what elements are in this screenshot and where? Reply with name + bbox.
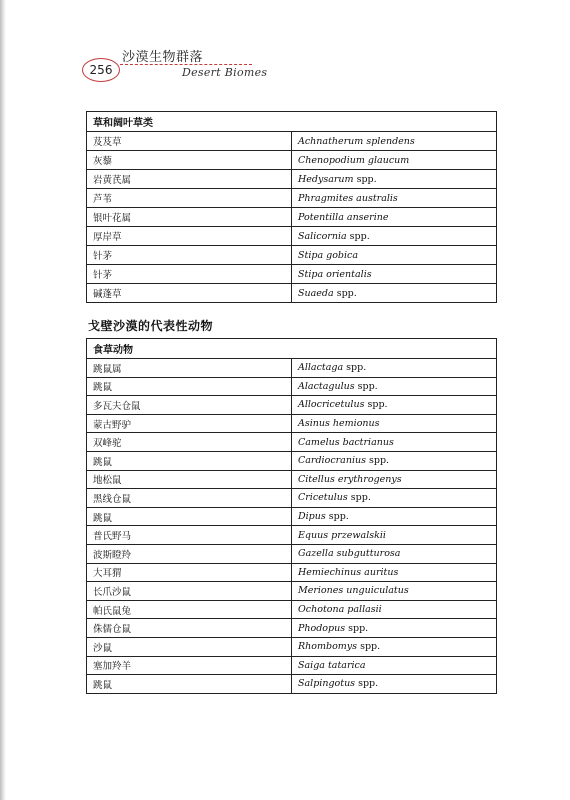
table-row [87, 359, 497, 378]
table-header-row [87, 339, 497, 359]
scientific-name-cell [292, 582, 497, 601]
scientific-name-cell [292, 675, 497, 694]
common-name-cell: 针茅 [87, 265, 292, 284]
scientific-name: Phodopus [298, 622, 346, 634]
common-name-cell: 岩黄芪属 [87, 170, 292, 189]
scientific-name-cell [292, 600, 497, 619]
section-heading: 戈壁沙漠的代表性动物 [88, 319, 214, 333]
herbivores-table [86, 338, 497, 694]
running-header [84, 46, 284, 90]
species-suffix: spp. [343, 362, 367, 374]
common-name-cell: 塞加羚羊 [87, 656, 292, 675]
table-row [87, 637, 497, 656]
scientific-name-cell [292, 265, 497, 284]
scientific-name-cell [292, 246, 497, 265]
scientific-name: Achnatherum splendens [298, 135, 415, 147]
scientific-name-cell [292, 132, 497, 151]
table-row [87, 656, 497, 675]
common-name-cell: 侏儒仓鼠 [87, 619, 292, 638]
page-number: 256 [82, 58, 120, 82]
common-name-cell: 蒙古野驴 [87, 414, 292, 433]
table-row [87, 507, 497, 526]
table-row [87, 470, 497, 489]
scientific-name: Saiga tatarica [298, 659, 366, 671]
scientific-name: Alactagulus [298, 380, 355, 392]
book-title-zh: 沙漠生物群落 [122, 50, 204, 65]
scientific-name-cell [292, 563, 497, 582]
species-suffix: spp. [333, 287, 357, 299]
scientific-name: Ochotona pallasii [298, 604, 382, 616]
common-name-cell: 大耳猬 [87, 563, 292, 582]
species-suffix: spp. [353, 173, 377, 185]
scientific-name: Equus przewalskii [298, 529, 386, 541]
common-name-cell: 厚岸草 [87, 227, 292, 246]
common-name-cell: 地松鼠 [87, 470, 292, 489]
scientific-name-cell [292, 151, 497, 170]
common-name-cell: 跳鼠 [87, 377, 292, 396]
species-suffix: spp. [345, 622, 369, 634]
scientific-name-cell [292, 433, 497, 452]
species-suffix: spp. [355, 678, 379, 690]
species-suffix: spp. [325, 511, 349, 523]
scientific-name: Meriones unguiculatus [298, 585, 409, 597]
scientific-name-cell [292, 489, 497, 508]
common-name-cell: 跳鼠属 [87, 359, 292, 378]
scientific-name-cell [292, 170, 497, 189]
scientific-name: Potentilla anserine [298, 211, 389, 223]
table-row [87, 377, 497, 396]
species-suffix: spp. [354, 380, 378, 392]
scientific-name: Allocricetulus [298, 399, 365, 411]
scientific-name-cell [292, 637, 497, 656]
scientific-name: Cardiocranius [298, 455, 366, 467]
table-row [87, 208, 497, 227]
table-heading: 草和阔叶草类 [87, 112, 497, 132]
common-name-cell: 碱蓬草 [87, 284, 292, 303]
scientific-name: Citellus erythrogenys [298, 473, 402, 485]
scientific-name-cell [292, 526, 497, 545]
common-name-cell: 波斯瞪羚 [87, 544, 292, 563]
scientific-name: Dipus [298, 511, 326, 523]
table-row [87, 170, 497, 189]
table-row [87, 433, 497, 452]
scientific-name-cell [292, 619, 497, 638]
scientific-name-cell [292, 189, 497, 208]
table-row [87, 414, 497, 433]
scientific-name: Cricetulus [298, 492, 348, 504]
scientific-name: Suaeda [298, 287, 334, 299]
book-title-en: Desert Biomes [182, 66, 268, 79]
table-row [87, 600, 497, 619]
common-name-cell: 多瓦夫仓鼠 [87, 396, 292, 415]
page-binding-shadow [0, 0, 6, 800]
scientific-name: Gazella subgutturosa [298, 548, 401, 560]
scientific-name-cell [292, 414, 497, 433]
common-name-cell: 跳鼠 [87, 507, 292, 526]
species-suffix: spp. [357, 641, 381, 653]
scientific-name: Stipa gobica [298, 249, 359, 261]
common-name-cell: 跳鼠 [87, 675, 292, 694]
scientific-name: Hedysarum [298, 173, 354, 185]
scientific-name-cell [292, 544, 497, 563]
table-row [87, 151, 497, 170]
scientific-name-cell [292, 451, 497, 470]
common-name-cell: 灰藜 [87, 151, 292, 170]
table-header-row [87, 112, 497, 132]
scientific-name: Rhombomys [298, 641, 358, 653]
table-row [87, 451, 497, 470]
common-name-cell: 帕氏鼠兔 [87, 600, 292, 619]
scientific-name: Hemiechinus auritus [298, 566, 399, 578]
scientific-name-cell [292, 396, 497, 415]
table-row [87, 526, 497, 545]
scientific-name-cell [292, 359, 497, 378]
table-row [87, 544, 497, 563]
common-name-cell: 跳鼠 [87, 451, 292, 470]
scientific-name-cell [292, 227, 497, 246]
common-name-cell: 双峰驼 [87, 433, 292, 452]
table-row [87, 582, 497, 601]
scientific-name: Phragmites australis [298, 192, 398, 204]
table-row [87, 396, 497, 415]
scientific-name-cell [292, 377, 497, 396]
table-row [87, 563, 497, 582]
scientific-name: Asinus hemionus [298, 418, 380, 430]
scientific-name: Salpingotus [298, 678, 356, 690]
common-name-cell: 长爪沙鼠 [87, 582, 292, 601]
table-row [87, 246, 497, 265]
common-name-cell: 芨芨草 [87, 132, 292, 151]
scientific-name-cell [292, 470, 497, 489]
scientific-name: Chenopodium glaucum [298, 154, 410, 166]
scientific-name: Camelus bactrianus [298, 436, 394, 448]
table-row [87, 489, 497, 508]
scientific-name: Salicornia [298, 230, 347, 242]
species-suffix: spp. [364, 399, 388, 411]
table-row [87, 189, 497, 208]
common-name-cell: 普氏野马 [87, 526, 292, 545]
common-name-cell: 芦苇 [87, 189, 292, 208]
scientific-name-cell [292, 284, 497, 303]
common-name-cell: 银叶花属 [87, 208, 292, 227]
species-suffix: spp. [366, 455, 390, 467]
header-dashed-rule [120, 64, 252, 65]
common-name-cell: 黑线仓鼠 [87, 489, 292, 508]
species-suffix: spp. [347, 492, 371, 504]
table-row [87, 132, 497, 151]
scientific-name: Stipa orientalis [298, 268, 372, 280]
table-row [87, 675, 497, 694]
table-row [87, 227, 497, 246]
scientific-name-cell [292, 507, 497, 526]
species-suffix: spp. [346, 230, 370, 242]
scientific-name-cell [292, 656, 497, 675]
table-heading: 食草动物 [87, 339, 497, 359]
common-name-cell: 沙鼠 [87, 637, 292, 656]
table-row [87, 265, 497, 284]
scientific-name: Allactaga [298, 362, 344, 374]
table-row [87, 284, 497, 303]
common-name-cell: 针茅 [87, 246, 292, 265]
scientific-name-cell [292, 208, 497, 227]
table-row [87, 619, 497, 638]
grasses-forbs-table [86, 111, 497, 303]
